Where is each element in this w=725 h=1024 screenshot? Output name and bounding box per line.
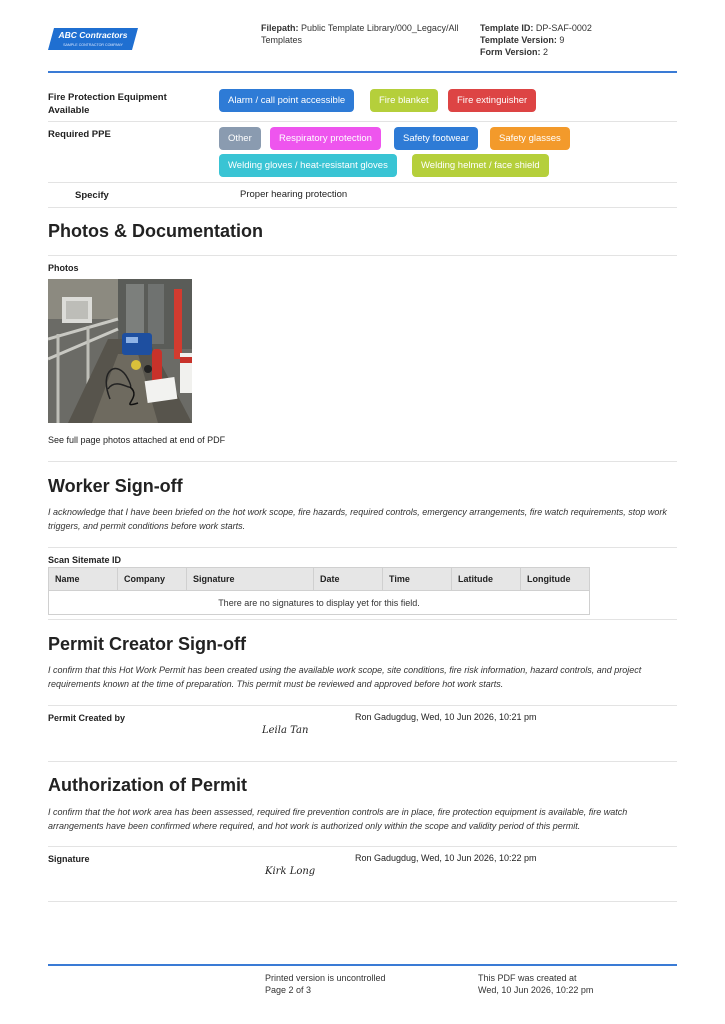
section-divider	[48, 255, 677, 256]
row-divider	[48, 705, 677, 706]
creator-signoff-title: Permit Creator Sign-off	[48, 634, 247, 654]
filepath-value: Public Template Library/000_Legacy/All Templates	[261, 23, 459, 45]
chip-fire-extinguisher: Fire extinguisher	[448, 89, 536, 112]
column-header-name: Name	[49, 568, 118, 591]
specify-value: Proper hearing protection	[240, 189, 348, 200]
creator-signed-by: Ron Gadugdug, Wed, 10 Jun 2026, 10:21 pm	[355, 712, 537, 722]
creator-signoff-statement: I confirm that this Hot Work Permit has been created using the available work scope, site conditions, fire risk information, hazard controls, and project requirements known at the time of preparation. This permit must be reviewed and approved before hot work starts.	[48, 665, 642, 689]
chip-safety-glasses: Safety glasses	[490, 127, 570, 150]
created-label: This PDF was created at	[478, 973, 577, 983]
scan-sitemate-label: Scan Sitemate ID	[48, 555, 122, 565]
photos-label: Photos	[48, 263, 79, 273]
header-divider	[48, 71, 677, 73]
creator-signature: Leila Tan	[262, 725, 309, 736]
specify-label: Specify	[75, 190, 109, 201]
row-divider	[48, 121, 677, 122]
section-divider	[48, 547, 677, 548]
column-header-time: Time	[383, 568, 452, 591]
ppe-label: Required PPE	[48, 129, 111, 140]
template-id-label: Template ID:	[480, 23, 534, 33]
authorization-statement: I confirm that the hot work area has been assessed, required fire prevention controls are in place, fire protection equipment is available, fire watch arrangements have been confirmed where required, and hot work is authorized only within the scope and validity period of this permit.	[48, 807, 628, 831]
company-tagline: SAMPLE CONTRACTOR COMPANY	[63, 43, 123, 47]
company-name: ABC Contractors	[58, 30, 128, 40]
column-header-date: Date	[314, 568, 383, 591]
chip-safety-footwear: Safety footwear	[394, 127, 478, 150]
fire-protection-label: Fire Protection Equipment Available	[48, 92, 167, 116]
chip-alarm-call-point-accessible: Alarm / call point accessible	[219, 89, 354, 112]
photos-note: See full page photos attached at end of PDF	[48, 435, 226, 445]
authorization-title: Authorization of Permit	[48, 775, 247, 795]
photos-section-title: Photos & Documentation	[48, 221, 263, 241]
column-header-longitude: Longitude	[521, 568, 590, 591]
signatures-table-header	[49, 568, 590, 591]
section-divider	[48, 619, 677, 620]
authorization-signature-label: Signature	[48, 854, 90, 864]
chip-welding-helmet-face-shield: Welding helmet / face shield	[412, 154, 549, 177]
footer-created-info	[478, 972, 593, 996]
footer-divider	[48, 964, 677, 966]
form-version-label: Form Version:	[480, 47, 541, 57]
footer-page-info	[265, 972, 386, 996]
row-divider	[48, 182, 677, 183]
site-photo-thumbnail[interactable]	[48, 279, 192, 423]
template-version-label: Template Version:	[480, 35, 557, 45]
empty-signatures-message: There are no signatures to display yet for this field.	[49, 591, 590, 615]
authorization-signed-by: Ron Gadugdug, Wed, 10 Jun 2026, 10:22 pm	[355, 853, 537, 863]
filepath-block	[261, 22, 461, 46]
signatures-table	[48, 567, 590, 615]
template-id-value: DP-SAF-0002	[535, 23, 592, 33]
uncontrolled-note: Printed version is uncontrolled	[265, 973, 386, 983]
row-divider	[48, 846, 677, 847]
chip-respiratory-protection: Respiratory protection	[270, 127, 381, 150]
section-divider	[48, 461, 677, 462]
filepath-label: Filepath:	[261, 23, 299, 33]
worker-signoff-title: Worker Sign-off	[48, 476, 183, 496]
worker-signoff-statement: I acknowledge that I have been briefed on the hot work scope, fire hazards, required controls, emergency arrangements, fire watch requirements, stop work triggers, and permit conditions before work starts.	[48, 507, 667, 531]
page-number: Page 2 of 3	[265, 985, 312, 995]
section-divider	[48, 761, 677, 762]
authorization-signature: Kirk Long	[265, 866, 316, 877]
column-header-signature: Signature	[187, 568, 314, 591]
template-version-value: 9	[559, 35, 565, 45]
created-value: Wed, 10 Jun 2026, 10:22 pm	[478, 985, 594, 995]
chip-other: Other	[219, 127, 261, 150]
row-divider	[48, 207, 677, 208]
table-row	[49, 591, 590, 615]
permit-created-by-label: Permit Created by	[48, 713, 126, 723]
company-logo	[48, 27, 138, 51]
section-divider	[48, 901, 677, 902]
column-header-latitude: Latitude	[452, 568, 521, 591]
column-header-company: Company	[118, 568, 187, 591]
form-version-value: 2	[543, 47, 549, 57]
chip-welding-gloves-heat-resistant-gloves: Welding gloves / heat-resistant gloves	[219, 154, 397, 177]
chip-fire-blanket: Fire blanket	[370, 89, 438, 112]
template-meta	[480, 22, 680, 58]
